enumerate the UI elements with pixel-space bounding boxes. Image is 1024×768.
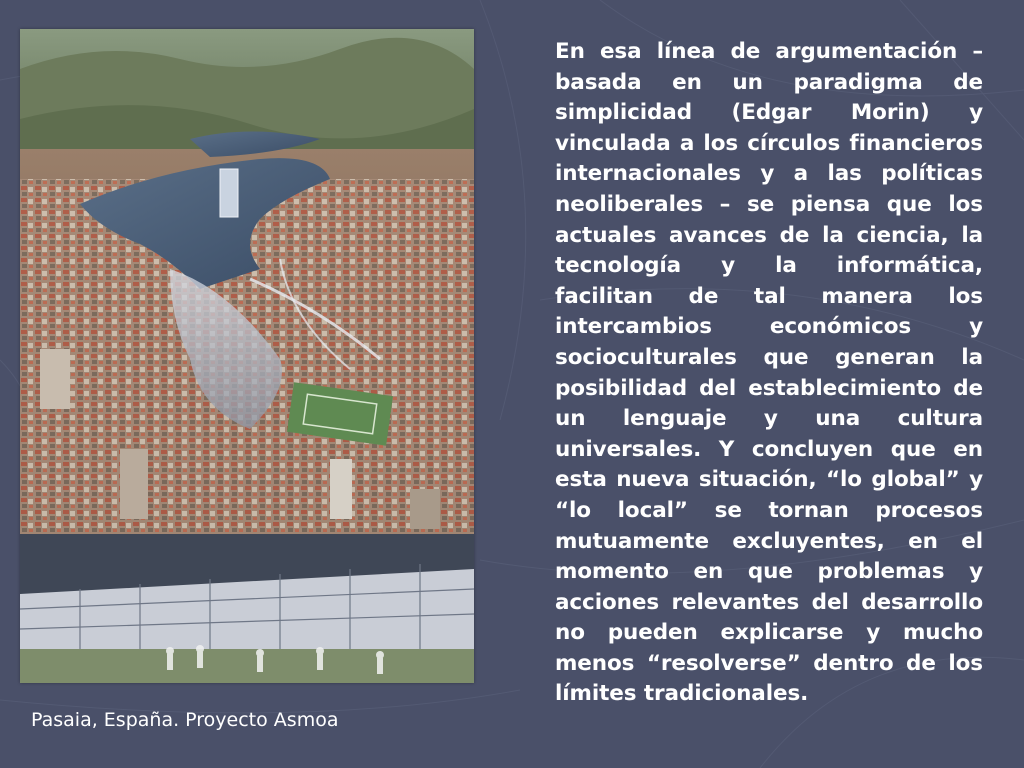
slide-body-text: En esa línea de argumentación – basada en un paradigma de simplicidad (Edgar Morin) y vinculada a los círculos financieros internacionales y a las políticas neoliberales – se piensa que los actuales avances de la ciencia, la tecnología y la informática, facilitan de tal manera los intercambios económicos y socioculturales que generan la posibilidad del establecimiento de un lenguaje y una cultura universales. Y concluyen que en esta nueva situación, “lo global” y “lo local” se tornan procesos mutuamente excluyentes, en el momento en que problemas y acciones relevantes del desarrollo no pueden explicarse y mucho menos “resolverse” dentro de los límites tradicionales. [555, 39, 983, 707]
image-caption: Pasaia, España. Proyecto Asmoa [31, 709, 339, 731]
aerial-photo-pasaia [20, 29, 474, 683]
aerial-photo-illustration [20, 29, 474, 683]
